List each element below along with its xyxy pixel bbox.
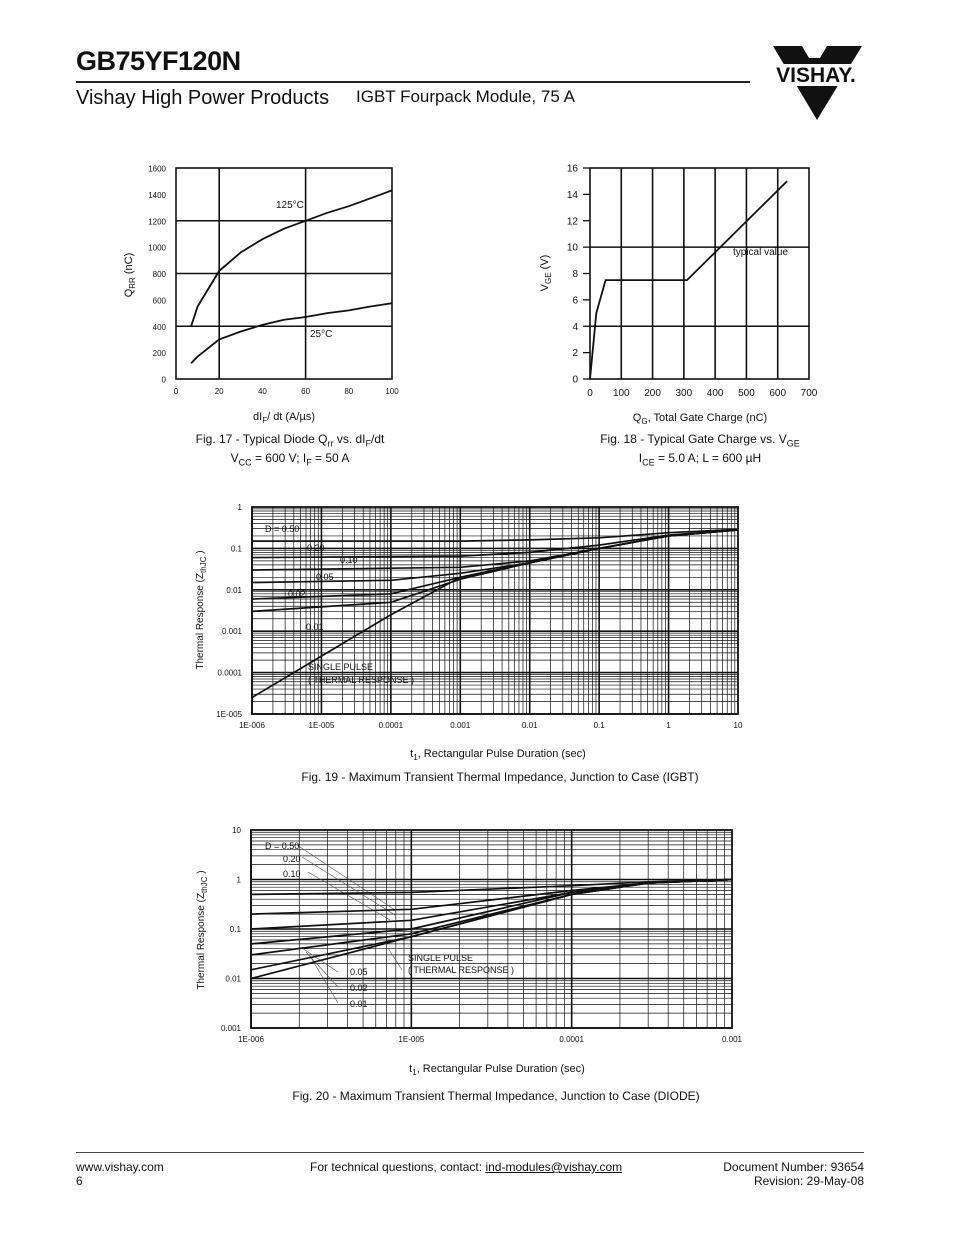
fig19-xtick-label-3: 0.001 bbox=[450, 721, 471, 730]
fig19-ytick-label-4: 0.1 bbox=[230, 544, 242, 554]
logo-text: VISHAY. bbox=[776, 64, 856, 87]
fig20-chart bbox=[190, 820, 760, 1082]
fig17-xlabel: $dI_F/$ dt (A/µs) bbox=[253, 411, 315, 425]
fig19-xtick-label-5: 0.1 bbox=[593, 721, 605, 730]
fig20-leader-5 bbox=[310, 956, 338, 1003]
fig20-ytick-label-0: 0.001 bbox=[220, 1024, 241, 1033]
fig19-ytick-label-5: 1 bbox=[237, 503, 242, 512]
fig18-xtick-label-7: 700 bbox=[800, 388, 818, 399]
fig20-ylabel: Thermal Response ($Z_{thJC}$ ) bbox=[196, 870, 209, 990]
fig18-xtick-label-0: 0 bbox=[587, 388, 593, 399]
fig20-xtick-label-1: 1E-005 bbox=[398, 1035, 425, 1044]
fig17-xtick-label-3: 60 bbox=[301, 387, 311, 396]
fig19-ytick-label-3: 0.01 bbox=[226, 585, 242, 595]
fig20-annot-d050: D = 0.50 bbox=[265, 841, 300, 851]
fig18-ytick-label-7: 14 bbox=[566, 189, 578, 201]
fig18-caption: Fig. 18 - Typical Gate Charge vs. $V_{GE}$ $I_{CE} = 5.0$ A; L = 600 µH bbox=[600, 432, 800, 468]
fig20-annot-001: 0.01 bbox=[350, 999, 368, 1009]
fig20-series-1 bbox=[251, 880, 732, 915]
fig19-annot-d050: D = 0.50 bbox=[265, 524, 300, 534]
fig18-xtick-label-2: 200 bbox=[644, 388, 661, 399]
fig18-plot-frame bbox=[590, 168, 809, 379]
fig19-annot-single: SINGLE PULSE bbox=[308, 662, 374, 672]
fig19-annot-001: 0.01 bbox=[306, 622, 324, 632]
fig20-ytick-label-4: 10 bbox=[232, 826, 241, 835]
fig17-ylabel: $Q_{RR}$ (nC) bbox=[123, 252, 137, 298]
fig19-annot-005: 0.05 bbox=[316, 572, 334, 582]
fig20-xtick-label-0: 1E-006 bbox=[238, 1035, 264, 1044]
fig20-ytick-label-2: 0.1 bbox=[229, 925, 241, 934]
footer-right bbox=[664, 1160, 864, 1188]
fig17-ytick-label-8: 1600 bbox=[148, 164, 166, 174]
fig18-ytick-label-3: 6 bbox=[572, 295, 578, 307]
footer-page-number: 6 bbox=[76, 1174, 83, 1188]
fig20-xtick-label-2: 0.0001 bbox=[559, 1035, 584, 1044]
fig17-series-1 bbox=[191, 303, 392, 363]
footer-contact-email[interactable]: ind-modules@vishay.com bbox=[485, 1160, 623, 1174]
fig19-xtick-label-2: 0.0001 bbox=[378, 721, 404, 730]
fig18-ytick-label-1: 2 bbox=[572, 348, 578, 360]
vishay-logo bbox=[768, 44, 866, 122]
fig19-xtick-label-6: 1 bbox=[666, 721, 671, 730]
fig19-ytick-label-2: 0.001 bbox=[221, 627, 242, 637]
fig17-ytick-label-0: 0 bbox=[161, 375, 166, 385]
footer-rule bbox=[76, 1152, 864, 1153]
fig18-ylabel: $V_{GE}$ (V) bbox=[539, 254, 553, 292]
fig20-leader-0 bbox=[297, 845, 395, 910]
fig19-ytick-label-1: 0.0001 bbox=[217, 668, 242, 678]
fig18-xtick-label-1: 100 bbox=[612, 388, 630, 399]
fig19-xtick-label-0: 1E-006 bbox=[239, 721, 265, 730]
fig20-annot-005: 0.05 bbox=[350, 967, 368, 977]
fig20-ytick-label-3: 1 bbox=[236, 875, 241, 885]
fig19-ytick-label-0: 1E-005 bbox=[216, 710, 242, 719]
fig18-series-0 bbox=[590, 181, 787, 379]
fig18-chart bbox=[530, 155, 830, 427]
part-number: GB75YF120N bbox=[76, 46, 241, 76]
footer-contact-prefix: For technical questions, contact: bbox=[310, 1160, 486, 1174]
fig20-leader-1 bbox=[302, 857, 395, 915]
fig17-ytick-label-3: 600 bbox=[152, 296, 166, 306]
footer-revision: Revision: 29-May-08 bbox=[753, 1174, 864, 1188]
fig18-xtick-label-5: 500 bbox=[738, 388, 755, 399]
fig18-ytick-label-4: 8 bbox=[572, 269, 578, 280]
fig20-annot-010: 0.10 bbox=[283, 869, 301, 879]
fig20-annot-thermal: ( THERMAL RESPONSE ) bbox=[408, 965, 515, 975]
fig20-leader-6 bbox=[388, 948, 402, 970]
fig17-annot-25c: 25°C bbox=[310, 329, 333, 340]
fig19-annot-020: 0.20 bbox=[307, 543, 325, 553]
footer-contact bbox=[310, 1160, 622, 1174]
fig18-ytick-label-2: 4 bbox=[572, 321, 578, 333]
fig17-xtick-label-4: 80 bbox=[344, 387, 354, 396]
fig17-xtick-label-2: 40 bbox=[257, 387, 267, 396]
fig20-xtick-label-3: 0.001 bbox=[721, 1035, 743, 1044]
fig18-ytick-label-8: 16 bbox=[566, 163, 578, 175]
fig18-xtick-label-4: 400 bbox=[706, 388, 724, 399]
fig17-xtick-label-0: 0 bbox=[173, 387, 179, 396]
fig17-ytick-label-6: 1200 bbox=[148, 217, 166, 227]
fig17-xtick-label-5: 100 bbox=[385, 387, 399, 396]
fig18-xtick-label-3: 300 bbox=[675, 388, 693, 399]
footer-doc-number: Document Number: 93654 bbox=[723, 1160, 864, 1174]
fig20-annot-020: 0.20 bbox=[283, 854, 301, 864]
fig18-xlabel: $Q_G$, Total Gate Charge (nC) bbox=[632, 412, 768, 426]
fig17-annot-125c: 125°C bbox=[276, 200, 304, 211]
header-rule bbox=[76, 81, 750, 83]
fig20-annot-002: 0.02 bbox=[350, 983, 368, 993]
fig17-ytick-label-7: 1400 bbox=[148, 190, 166, 200]
fig19-annot-002: 0.02 bbox=[288, 589, 306, 599]
footer-website[interactable]: www.vishay.com bbox=[76, 1160, 164, 1174]
footer-left bbox=[76, 1160, 164, 1188]
fig18-annot-typical: typical value bbox=[733, 247, 789, 258]
fig18-ytick-label-6: 12 bbox=[566, 216, 578, 228]
fig20-xlabel: $t_1$, Rectangular Pulse Duration (sec) bbox=[409, 1063, 585, 1077]
fig19-ylabel: Thermal Response ($Z_{thJC}$ ) bbox=[195, 550, 208, 670]
fig20-caption: Fig. 20 - Maximum Transient Thermal Impedance, Junction to Case (DIODE) bbox=[292, 1089, 700, 1103]
fig20-ytick-label-1: 0.01 bbox=[225, 974, 241, 984]
fig18-ytick-label-5: 10 bbox=[566, 242, 578, 254]
series-title: Vishay High Power Products bbox=[76, 87, 330, 109]
fig19-annot-010: 0.10 bbox=[340, 555, 358, 565]
fig19-chart bbox=[190, 495, 770, 765]
fig17-xtick-label-1: 20 bbox=[214, 387, 224, 396]
fig18-ytick-label-0: 0 bbox=[572, 374, 578, 386]
product-subtitle: IGBT Fourpack Module, 75 A bbox=[356, 87, 575, 106]
fig17-ytick-label-5: 1000 bbox=[148, 243, 166, 253]
fig17-chart bbox=[110, 155, 410, 427]
fig20-annot-single: SINGLE PULSE bbox=[408, 953, 474, 963]
fig19-xlabel: $t_1$, Rectangular Pulse Duration (sec) bbox=[410, 748, 586, 762]
fig17-ytick-label-1: 200 bbox=[152, 349, 166, 359]
fig17-caption: Fig. 17 - Typical Diode $Q_{rr}$ vs. $dI_F/dt$ $V_{CC} = 600$ V; $I_F = 50$ A bbox=[195, 432, 385, 468]
fig18-xtick-label-6: 600 bbox=[769, 388, 787, 399]
fig19-xtick-label-7: 10 bbox=[733, 721, 743, 730]
fig19-xtick-label-4: 0.01 bbox=[521, 721, 538, 730]
fig19-xtick-label-1: 1E-005 bbox=[308, 721, 335, 730]
fig19-annot-thermal: ( THERMAL RESPONSE ) bbox=[308, 675, 415, 685]
fig17-ytick-label-4: 800 bbox=[152, 270, 166, 279]
fig19-caption: Fig. 19 - Maximum Transient Thermal Impedance, Junction to Case (IGBT) bbox=[301, 770, 699, 784]
fig17-ytick-label-2: 400 bbox=[152, 322, 166, 332]
